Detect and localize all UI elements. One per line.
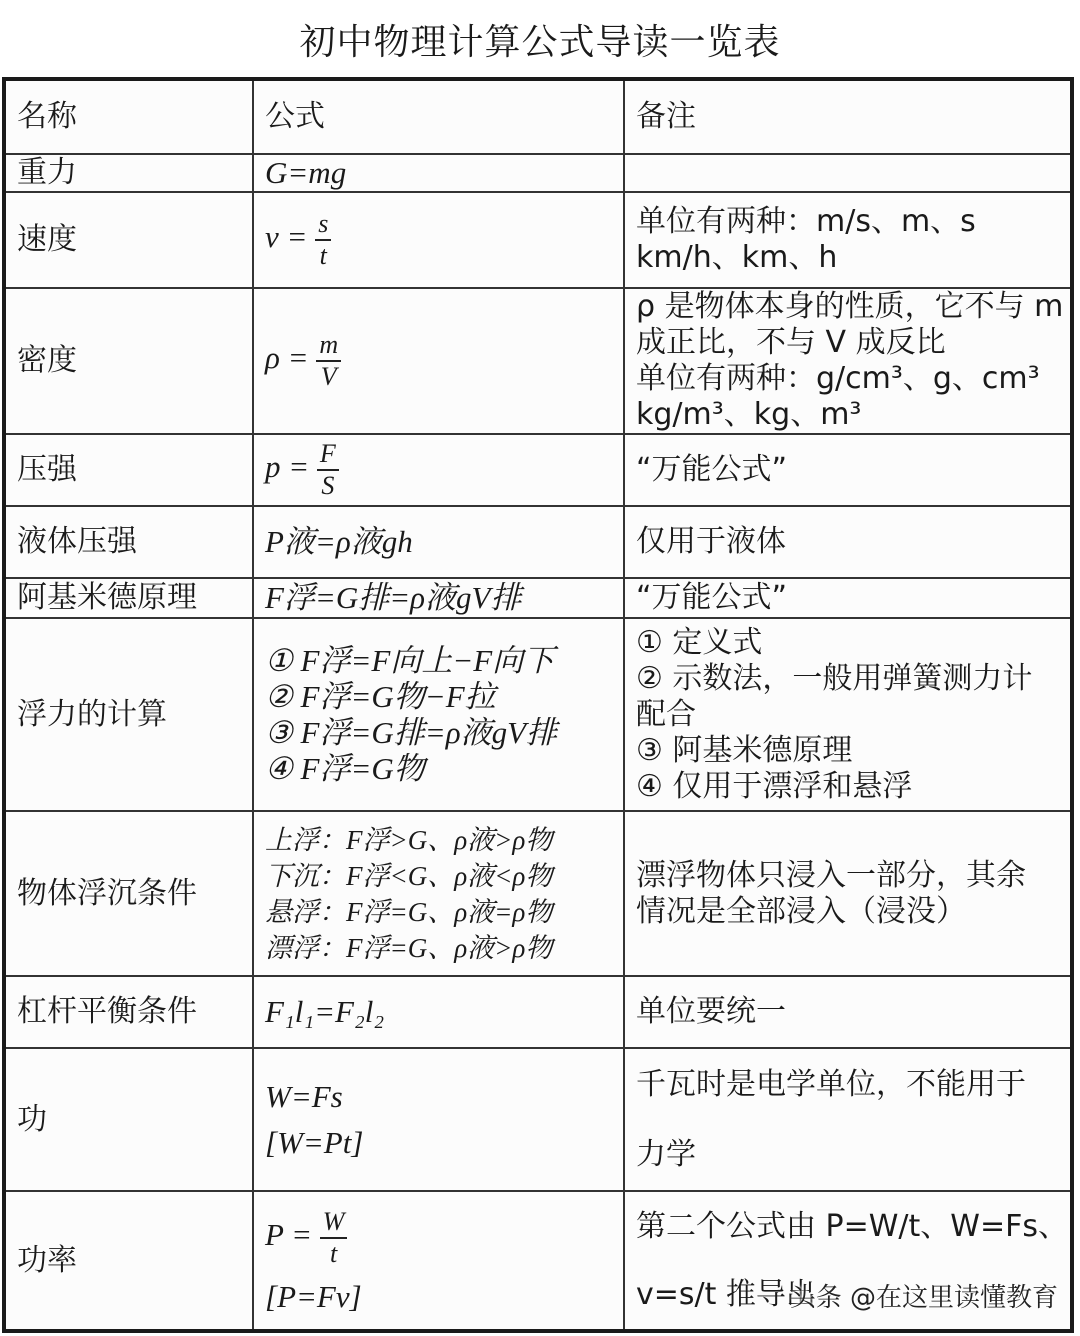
- watermark: 头条 @在这里读懂教育: [789, 1283, 1058, 1313]
- table-row: [4, 618, 1072, 811]
- row-note: 单位有两种：m/s、m、s km/h、km、h: [624, 192, 1072, 288]
- row-formula: W=Fs [W=Pt]: [253, 1048, 624, 1191]
- row-name: 浮力的计算: [4, 618, 253, 811]
- row-name: 密度: [4, 288, 253, 434]
- table-row: [4, 811, 1072, 976]
- fraction: $\frac{F}{S}$: [317, 439, 339, 501]
- row-note: “万能公式”: [624, 578, 1072, 618]
- table-row: [4, 506, 1072, 578]
- row-formula: v = $\frac{s}{t}$: [253, 192, 624, 288]
- header-formula: 公式: [253, 79, 624, 154]
- header-name: 名称: [4, 79, 253, 154]
- table-row: [4, 578, 1072, 618]
- row-formula: P = $\frac{W}{t}$ [P=Fv]: [253, 1191, 624, 1331]
- row-name: 功: [4, 1048, 253, 1191]
- row-formula: ρ = $\frac{m}{V}$: [253, 288, 624, 434]
- row-note: ① 定义式 ② 示数法，一般用弹簧测力计 配合 ③ 阿基米德原理 ④ 仅用于漂浮和悬浮: [624, 618, 1072, 811]
- row-name: 重力: [4, 154, 253, 192]
- table-row: [4, 154, 1072, 192]
- fraction: $\frac{s}{t}$: [315, 209, 331, 271]
- row-formula: G=mg: [253, 154, 624, 192]
- row-name: 阿基米德原理: [4, 578, 253, 618]
- formula-table: [2, 77, 1074, 1333]
- row-note: 仅用于液体: [624, 506, 1072, 578]
- row-note: [624, 154, 1072, 192]
- row-name: 功率: [4, 1191, 253, 1331]
- row-formula: F浮=G排=ρ液gV排: [253, 578, 624, 618]
- table-row: [4, 288, 1072, 434]
- row-note: 第二个公式由 P=W/t、W=Fs、 v=s/t 推导出: [624, 1191, 1072, 1331]
- row-formula: p = $\frac{F}{S}$: [253, 434, 624, 506]
- row-note: “万能公式”: [624, 434, 1072, 506]
- page-title: 初中物理计算公式导读一览表: [299, 22, 781, 63]
- row-formula: 上浮：F浮>G、ρ液>ρ物 下沉：F浮<G、ρ液<ρ物 悬浮：F浮=G、ρ液=ρ物 漂浮：F浮=G、ρ液>ρ物: [253, 811, 624, 976]
- row-name: 物体浮沉条件: [4, 811, 253, 976]
- row-formula: ① F浮=F向上−F向下 ② F浮=G物−F拉 ③ F浮=G排=ρ液gV排 ④ F浮=G物: [253, 618, 624, 811]
- row-note: ρ 是物体本身的性质，它不与 m 成正比，不与 V 成反比 单位有两种：g/cm³、g、cm³ kg/m³、kg、m³: [624, 288, 1072, 434]
- row-name: 速度: [4, 192, 253, 288]
- row-formula: F₁l₁=F₂l₂: [253, 976, 624, 1048]
- row-note: 千瓦时是电学单位，不能用于 力学: [624, 1048, 1072, 1191]
- row-note: 单位要统一: [624, 976, 1072, 1048]
- table-row: [4, 434, 1072, 506]
- row-note: 漂浮物体只浸入一部分，其余 情况是全部浸入（浸没）: [624, 811, 1072, 976]
- row-name: 压强: [4, 434, 253, 506]
- header-note: 备注: [624, 79, 1072, 154]
- row-name: 液体压强: [4, 506, 253, 578]
- fraction: $\frac{m}{V}$: [316, 330, 341, 392]
- table-header-row: [4, 79, 1072, 154]
- table-row: [4, 976, 1072, 1048]
- table-row: [4, 1048, 1072, 1191]
- row-name: 杠杆平衡条件: [4, 976, 253, 1048]
- table-row: [4, 192, 1072, 288]
- fraction: $\frac{W}{t}$: [320, 1207, 348, 1269]
- row-formula: P液=ρ液gh: [253, 506, 624, 578]
